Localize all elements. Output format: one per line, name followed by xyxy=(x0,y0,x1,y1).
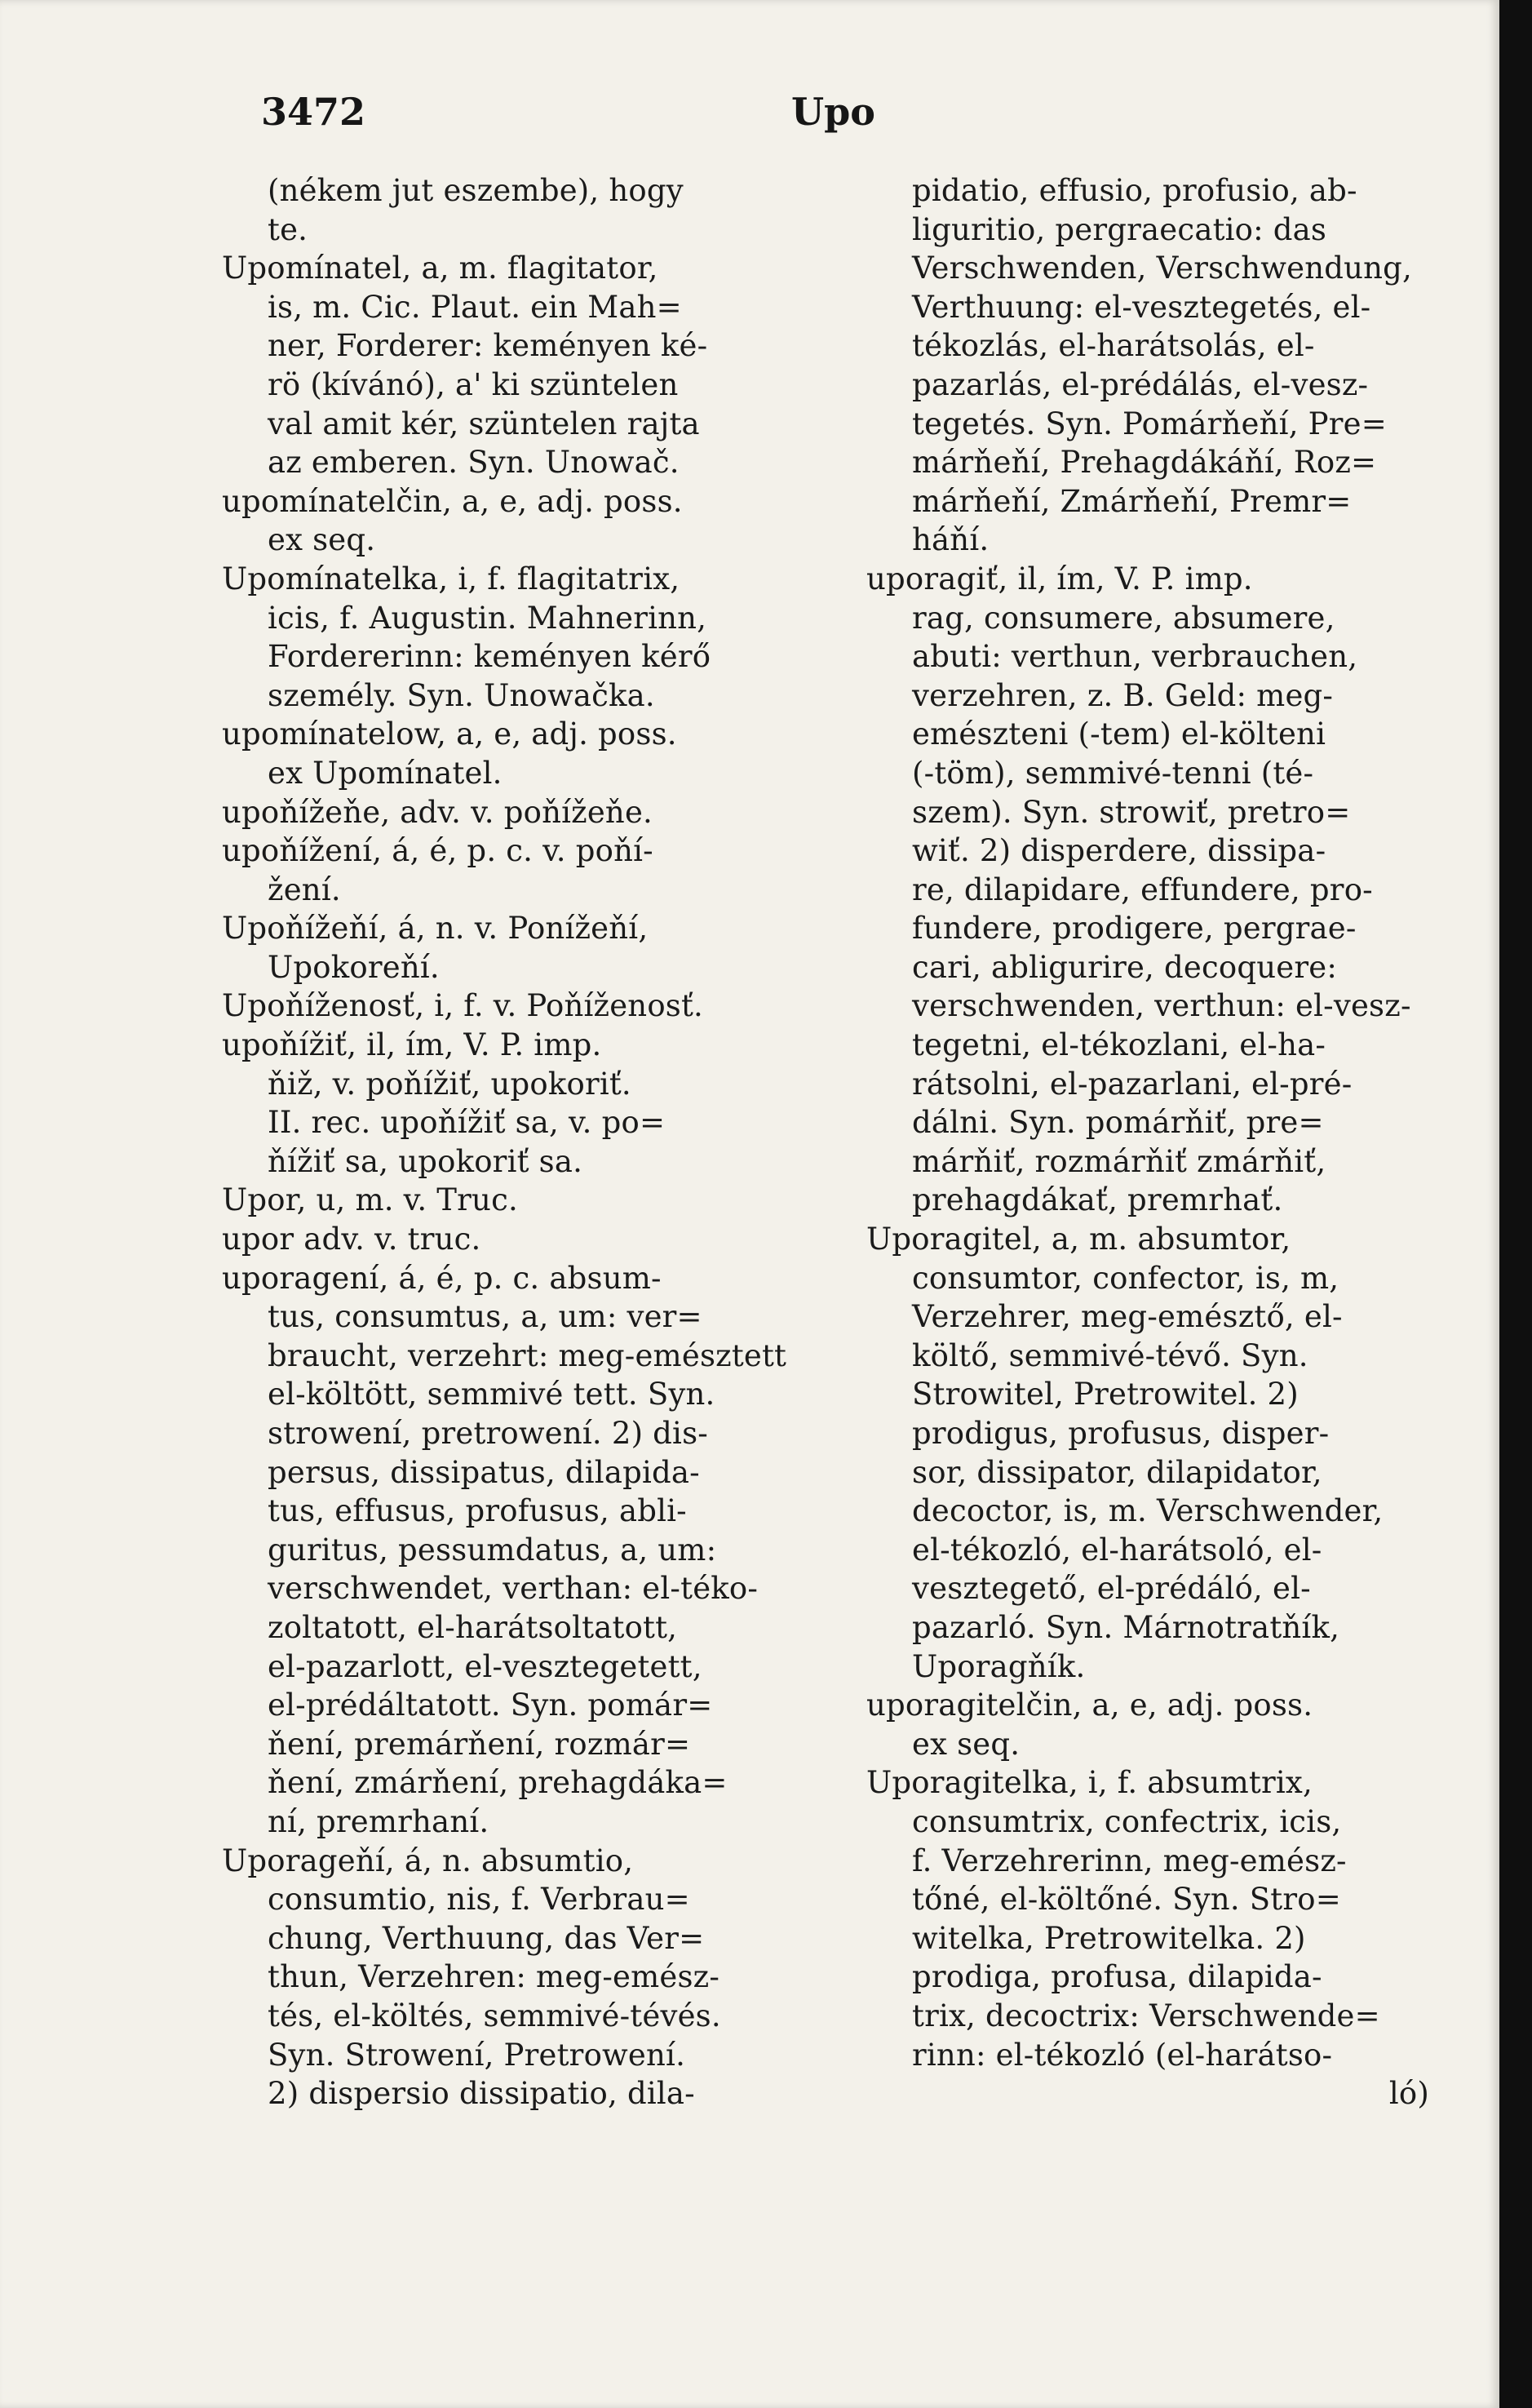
dictionary-entry-line: strowení, pretrowení. 2) dis- xyxy=(268,1416,708,1451)
dictionary-entry-headline: Upomínatel, a, m. flagitator, xyxy=(222,251,658,286)
dictionary-entry-line: te. xyxy=(268,211,308,247)
dictionary-entry-line: Upokoreňí. xyxy=(268,949,440,985)
dictionary-entry-line: val amit kér, szüntelen rajta xyxy=(268,406,700,441)
dictionary-entry-headline: Uporagitelka, i, f. absumtrix, xyxy=(866,1765,1313,1801)
dictionary-entry-line: consumtor, confector, is, m, xyxy=(912,1260,1339,1296)
dictionary-entry-line: ňení, premárňení, rozmár= xyxy=(268,1726,691,1762)
dictionary-entry-line: Strowitel, Pretrowitel. 2) xyxy=(912,1377,1299,1412)
right-column xyxy=(866,171,1462,2326)
dictionary-entry-line: Verzehrer, meg-emésztő, el- xyxy=(912,1299,1343,1335)
dictionary-entry-line: cari, abligurire, decoquere: xyxy=(912,949,1338,985)
dictionary-entry-line: consumtio, nis, f. Verbrau= xyxy=(268,1882,690,1918)
dictionary-entry-line: márňeňí, Zmárňeňí, Premr= xyxy=(912,483,1352,519)
dictionary-entry-line: vesztegető, el-prédáló, el- xyxy=(912,1571,1311,1607)
dictionary-entry-line: ňížiť sa, upokoriť sa. xyxy=(268,1143,583,1179)
dictionary-entry-headline: Upor, u, m. v. Truc. xyxy=(222,1182,518,1218)
dictionary-entry-line: II. rec. upoňížiť sa, v. po= xyxy=(268,1105,666,1141)
dictionary-entry-line: tékozlás, el-harátsolás, el- xyxy=(912,328,1315,364)
dictionary-entry-line: rátsolni, el-pazarlani, el-pré- xyxy=(912,1066,1353,1102)
dictionary-entry-line: tés, el-költés, semmivé-tévés. xyxy=(268,1998,721,2033)
dictionary-entry-line: Verschwenden, Verschwendung, xyxy=(912,251,1413,286)
dictionary-entry-headline: uporagení, á, é, p. c. absum- xyxy=(222,1260,662,1296)
dictionary-entry-headline: Uporageňí, á, n. absumtio, xyxy=(222,1843,634,1878)
dictionary-entry-headline: Upomínatelka, i, f. flagitatrix, xyxy=(222,561,680,596)
dictionary-entry-line: el-prédáltatott. Syn. pomár= xyxy=(268,1687,713,1723)
dictionary-entry-line: witelka, Pretrowitelka. 2) xyxy=(912,1920,1306,1956)
dictionary-entry-line: el-tékozló, el-harátsoló, el- xyxy=(912,1532,1322,1568)
dictionary-entry-headline: upomínatelow, a, e, adj. poss. xyxy=(222,716,677,752)
dictionary-entry-line: tegetés. Syn. Pomárňeňí, Pre= xyxy=(912,406,1387,441)
running-head: Upo xyxy=(791,90,875,134)
left-column xyxy=(222,171,826,2326)
dictionary-entry-line: prodiga, profusa, dilapida- xyxy=(912,1959,1322,1995)
dictionary-entry-line: tus, consumtus, a, um: ver= xyxy=(268,1299,702,1335)
dictionary-entry-line: f. Verzehrerinn, meg-emész- xyxy=(912,1843,1347,1878)
dictionary-entry-line: persus, dissipatus, dilapida- xyxy=(268,1454,700,1490)
dictionary-entry-headline: upoňížeňe, adv. v. poňížeňe. xyxy=(222,794,653,830)
dictionary-entry-line: ní, premrhaní. xyxy=(268,1803,489,1839)
dictionary-entry-line: consumtrix, confectrix, icis, xyxy=(912,1803,1342,1839)
dictionary-entry-line: icis, f. Augustin. Mahnerinn, xyxy=(268,600,707,636)
dictionary-entry-line: Fordererinn: keményen kérő xyxy=(268,639,711,675)
dictionary-entry-line: rinn: el-tékozló (el-harátso- xyxy=(912,2037,1333,2073)
dictionary-entry-line: ex seq. xyxy=(912,1726,1021,1762)
dictionary-entry-line: személy. Syn. Unowačka. xyxy=(268,677,655,713)
dictionary-entry-line: tőné, el-költőné. Syn. Stro= xyxy=(912,1882,1341,1918)
scan-edge xyxy=(1499,0,1532,2408)
dictionary-entry-headline: uporagiť, il, ím, V. P. imp. xyxy=(866,561,1253,596)
dictionary-entry-line: ňení, zmárňení, prehagdáka= xyxy=(268,1765,728,1801)
dictionary-entry-line: verschwenden, verthun: el-vesz- xyxy=(912,988,1411,1024)
dictionary-entry-line: guritus, pessumdatus, a, um: xyxy=(268,1532,717,1568)
dictionary-entry-line: fundere, prodigere, pergrae- xyxy=(912,911,1357,947)
dictionary-entry-line: verzehren, z. B. Geld: meg- xyxy=(912,677,1334,713)
dictionary-entry-line: tegetni, el-tékozlani, el-ha- xyxy=(912,1027,1326,1063)
dictionary-entry-line: márňiť, rozmárňiť zmárňiť, xyxy=(912,1143,1326,1179)
dictionary-entry-headline: upor adv. v. truc. xyxy=(222,1222,481,1257)
dictionary-entry-line: abuti: verthun, verbrauchen, xyxy=(912,639,1358,675)
dictionary-entry-line: trix, decoctrix: Verschwende= xyxy=(912,1998,1380,2033)
dictionary-entry-line: (-töm), semmivé-tenni (té- xyxy=(912,755,1314,791)
dictionary-entry-line: wiť. 2) disperdere, dissipa- xyxy=(912,833,1326,869)
dictionary-entry-headline: uporagitelčin, a, e, adj. poss. xyxy=(866,1687,1313,1723)
dictionary-entry-line: márňeňí, Prehagdákáňí, Roz= xyxy=(912,445,1377,481)
dictionary-entry-line: Verthuung: el-vesztegetés, el- xyxy=(912,289,1371,325)
dictionary-entry-line: 2) dispersio dissipatio, dila- xyxy=(268,2076,695,2112)
dictionary-entry-line: el-pazarlott, el-vesztegetett, xyxy=(268,1648,702,1684)
dictionary-entry-line: is, m. Cic. Plaut. ein Mah= xyxy=(268,289,682,325)
dictionary-entry-line: chung, Verthuung, das Ver= xyxy=(268,1920,705,1956)
dictionary-entry-line: Syn. Strowení, Pretrowení. xyxy=(268,2037,686,2073)
dictionary-entry-headline: upoňížiť, il, ím, V. P. imp. xyxy=(222,1027,602,1063)
dictionary-entry-line: zoltatott, el-harátsoltatott, xyxy=(268,1609,678,1645)
dictionary-entry-line: braucht, verzehrt: meg-emésztett xyxy=(268,1337,787,1373)
dictionary-entry-line: háňí. xyxy=(912,522,990,558)
dictionary-entry-line: liguritio, pergraecatio: das xyxy=(912,211,1327,247)
dictionary-entry-headline: upomínatelčin, a, e, adj. poss. xyxy=(222,483,683,519)
dictionary-entry-line: verschwendet, verthan: el-téko- xyxy=(268,1571,759,1607)
dictionary-entry-line: tus, effusus, profusus, abli- xyxy=(268,1493,687,1529)
dictionary-entry-line: pidatio, effusio, profusio, ab- xyxy=(912,173,1357,208)
dictionary-entry-line: dálni. Syn. pomárňiť, pre= xyxy=(912,1105,1324,1141)
dictionary-entry-line: el-költött, semmivé tett. Syn. xyxy=(268,1377,715,1412)
dictionary-entry-line: re, dilapidare, effundere, pro- xyxy=(912,871,1373,907)
page-header xyxy=(0,82,1499,139)
dictionary-entry-line: Uporagňík. xyxy=(912,1648,1086,1684)
dictionary-entry-line: ló) xyxy=(1388,2076,1429,2112)
dictionary-entry-line: thun, Verzehren: meg-emész- xyxy=(268,1959,720,1995)
dictionary-entry-line: ex Upomínatel. xyxy=(268,755,503,791)
dictionary-entry-line: az emberen. Syn. Unowač. xyxy=(268,445,680,481)
dictionary-entry-line: szem). Syn. strowiť, pretro= xyxy=(912,794,1351,830)
dictionary-entry-headline: Upoňížeňí, á, n. v. Ponížeňí, xyxy=(222,911,649,947)
dictionary-entry-line: prodigus, profusus, disper- xyxy=(912,1416,1330,1451)
dictionary-entry-line: prehagdákať, premrhať. xyxy=(912,1182,1283,1218)
dictionary-entry-headline: upoňížení, á, é, p. c. v. poňí- xyxy=(222,833,653,869)
dictionary-entry-line: ex seq. xyxy=(268,522,376,558)
dictionary-entry-line: sor, dissipator, dilapidator, xyxy=(912,1454,1322,1490)
dictionary-entry-line: rag, consumere, absumere, xyxy=(912,600,1335,636)
page-number: 3472 xyxy=(261,90,366,134)
dictionary-entry-headline: Uporagitel, a, m. absumtor, xyxy=(866,1222,1291,1257)
dictionary-entry-line: rö (kívánó), a' ki szüntelen xyxy=(268,366,679,402)
dictionary-entry-line: ňiž, v. poňížiť, upokoriť. xyxy=(268,1066,631,1102)
dictionary-entry-line: emészteni (-tem) el-költeni xyxy=(912,716,1326,752)
dictionary-entry-line: költő, semmivé-tévő. Syn. xyxy=(912,1337,1308,1373)
dictionary-entry-headline: Upoňíženosť, i, f. v. Poňíženosť. xyxy=(222,988,704,1024)
dictionary-entry-line: ner, Forderer: keményen ké- xyxy=(268,328,708,364)
dictionary-entry-line: (nékem jut eszembe), hogy xyxy=(268,173,684,208)
dictionary-entry-line: žení. xyxy=(268,871,341,907)
dictionary-entry-line: decoctor, is, m. Verschwender, xyxy=(912,1493,1384,1529)
dictionary-entry-line: pazarlás, el-prédálás, el-vesz- xyxy=(912,366,1369,402)
dictionary-entry-line: pazarló. Syn. Márnotratňík, xyxy=(912,1609,1340,1645)
